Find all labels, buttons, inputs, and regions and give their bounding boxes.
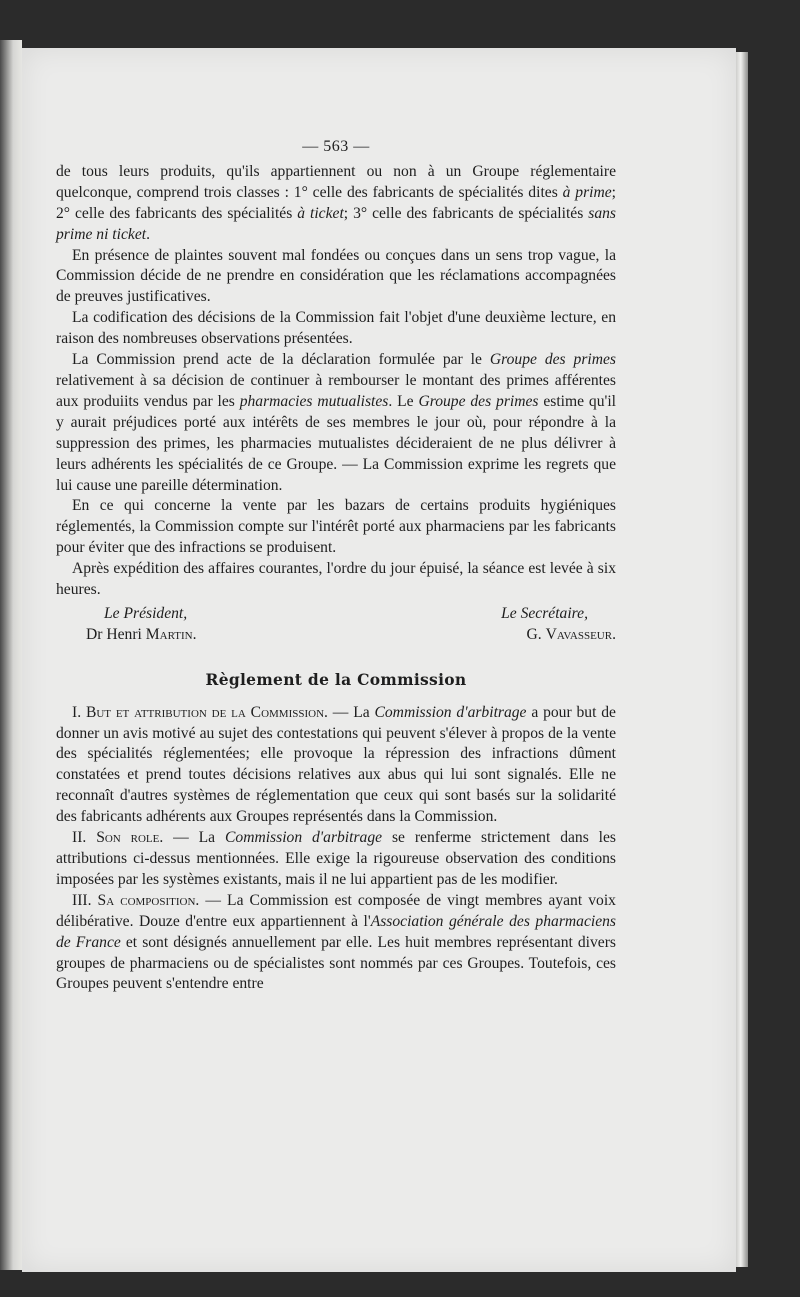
section-heading: Règlement de la Commission — [205, 669, 467, 689]
text-run: La codification des décisions de la Commission fait l'objet d'une deuxième lecture, en raison des nombreuses observations présentées. — [56, 309, 616, 348]
paragraph — [56, 350, 616, 496]
paragraph — [56, 162, 616, 246]
paragraph — [56, 308, 616, 350]
page-stack-edge — [736, 52, 748, 1267]
secretary-title: Le Secrétaire, — [501, 604, 588, 622]
text-run: à ticket — [297, 204, 344, 222]
text-run: et sont désignés annuellement par elle. Les huit membres représentant divers groupes de pharmaciens ou de spécialistes sont nommés par ces Groupes. Toutefois, ces Groupes peuvent s'entendre entre — [56, 933, 616, 993]
text-run: — La Commission est composée de vingt membres ayant voix délibérative. Douze d'entre eux appartiennent à l' — [56, 891, 616, 930]
regulation-article — [56, 828, 616, 891]
text-run: La Commission prend acte de la déclaration formulée par le — [72, 351, 490, 369]
text-run: Son role. — [96, 829, 164, 847]
minutes-paragraphs — [56, 162, 616, 601]
text-run: sans prime ni ticket — [56, 204, 616, 243]
secretary-name: G. Vavasseur. — [526, 625, 616, 643]
text-run: Commission d'arbitrage — [225, 829, 383, 847]
text-run: Commission d'arbitrage — [374, 703, 527, 721]
president-title: Le Président, — [104, 604, 188, 622]
text-run: II. — [72, 829, 97, 847]
text-run: Groupe des primes — [489, 351, 616, 369]
text-run: pharmacies mutualistes — [239, 392, 389, 410]
signatures — [56, 604, 616, 646]
text-run: III. — [72, 891, 98, 909]
text-run: I. — [72, 703, 86, 721]
text-run: En ce qui concerne la vente par les bazars de certains produits hygiéniques réglementés, la Commission compte sur l'intérêt porté aux pharmaciens par les fabricants pour éviter que des infractions se produisent. — [56, 497, 616, 557]
text-run: . Le — [388, 392, 419, 410]
text-run: Groupe des primes — [418, 392, 539, 410]
paragraph — [56, 496, 616, 559]
text-run: — La — [327, 703, 375, 721]
text-run: En présence de plaintes souvent mal fondées ou conçues dans un sens trop vague, la Commission décide de ne prendre en considération que les réclamations accompagnées de preuves justificatives. — [56, 246, 616, 306]
text-run: Après expédition des affaires courantes, l'ordre du jour épuisé, la séance est levée à six heures. — [56, 560, 616, 599]
president-name: Dr Henri Martin. — [86, 625, 197, 643]
regulation-article — [56, 703, 616, 828]
text-run: . — [146, 225, 150, 243]
text-run: ; 3° celle des fabricants de spécialités — [343, 204, 589, 222]
text-run: ; 2° celle des fabricants des spécialités — [56, 183, 617, 222]
text-run: à prime — [562, 183, 612, 201]
paragraph — [56, 246, 616, 309]
page-text — [56, 137, 616, 995]
text-run: se renferme strictement dans les attributions ci-dessus mentionnées. Elle exige la rigoureuse observation des conditions imposées par les systèmes existants, mais il ne lui appartient pas de les modifier. — [56, 829, 616, 888]
text-run: Association générale des pharmaciens de France — [56, 912, 616, 951]
text-run: a pour but de donner un avis motivé au sujet des contestations qui peuvent s'élever à propos de la vente des spécialités réglementées; elle provoque la répression des infractions dûment constatées et prend toutes décisions relatives aux abus qui lui sont signalés. Elle ne reconnaît d'autres systèmes de réglementation que ceux qui sont basés sur la solidarité des fabricants adhérents aux Groupes représentés dans la Commission. — [56, 703, 616, 826]
text-run: estime qu'il y aurait préjudices porté aux intérêts de ses membres le jour où, pour répondre à la suppression des primes, les pharmacies mutualistes décideraient de ne plus délivrer à leurs adhérents les spécialités de ce Groupe. — La Commission exprime les regrets que lui cause une pareille détermination. — [56, 392, 616, 494]
text-run: Sa composition. — [97, 891, 200, 909]
regulation-sections — [56, 703, 616, 996]
regulation-article — [56, 891, 616, 996]
page-number: — 563 — — [302, 138, 370, 155]
book-binding-edge — [0, 40, 22, 1270]
text-run: de tous leurs produits, qu'ils appartiennent ou non à un Groupe réglementaire quelconque, comprend trois classes : 1° celle des fabricants de spécialités dites — [56, 162, 616, 201]
text-run: But et attribution de la Commission. — [85, 703, 328, 721]
text-run: relativement à sa décision de continuer à rembourser le montant des primes afférentes aux produiits vendus par les — [56, 371, 616, 410]
paragraph — [56, 559, 616, 601]
text-run: — La — [163, 829, 225, 847]
